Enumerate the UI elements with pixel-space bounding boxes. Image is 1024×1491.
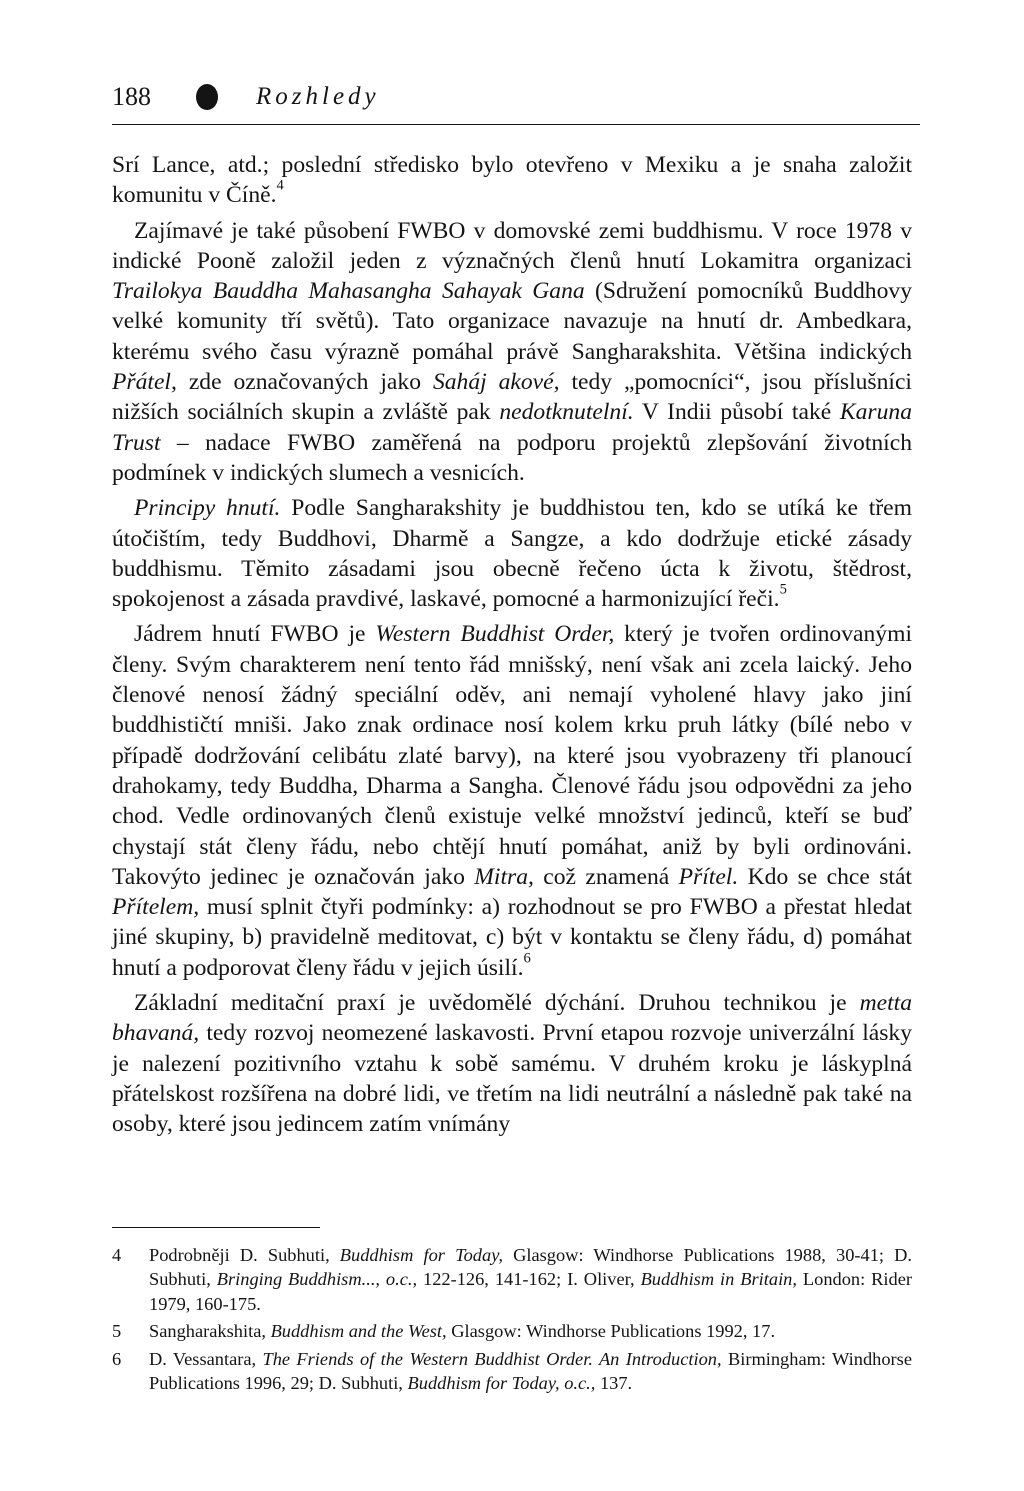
footnote — [112, 1347, 912, 1396]
text-run: (Sdružení pomocníků Buddhovy velké komunity tří světů). Tato organizace navazuje na hnutí dr. Ambedkara, kterému svého času výrazně pomáhal právě Sangharakshita. Většina indických — [112, 278, 912, 365]
italic-text: Mitra, — [474, 863, 534, 890]
italic-text: Přátel, — [112, 369, 177, 396]
italic-text: Western Buddhist Order, — [375, 621, 615, 648]
text-run: Kdo se chce stát — [738, 863, 912, 890]
footnote-text — [149, 1349, 912, 1393]
text-run: London: Rider 1979, 160-175. — [149, 1269, 912, 1314]
italic-text: metta bhavaná, — [112, 990, 912, 1047]
footnote-number: 6 — [112, 1348, 122, 1369]
footnote-ref: 6 — [523, 950, 531, 967]
italic-text: Přítel. — [678, 863, 739, 890]
header-rule — [112, 124, 920, 125]
text-run: Zajímavé je také působení FWBO v domovské zemi buddhismu. V roce 1978 v indické Pooně založil jeden z význačných členů hnutí Lokamitra organizaci — [112, 217, 912, 274]
text-run: Glasgow: Windhorse Publications 1988, 30-41; D. Subhuti, — [149, 1245, 913, 1290]
page-number: 188 — [112, 82, 151, 111]
italic-text: Buddhism for Today, o.c., — [407, 1373, 596, 1394]
body-text — [112, 150, 912, 1140]
text-run: – nadace FWBO zaměřená na podporu projektů zlepšování životních podmínek v indických slumech a vesnicích. — [112, 429, 912, 486]
text-run: Jádrem hnutí FWBO je — [134, 621, 376, 648]
text-run: Podle Sangharakshity je buddhistou ten, kdo se utíká ke třem útočištím, tedy Buddhovi, Dharmě a Sangze, a kdo dodržuje etické zásady buddhismu. Těmito zásadami jsou obecně řečeno úcta k životu, štědrost, spokojenost a zásada pravdivé, laskavé, pomocné a harmonizující řeči. — [112, 495, 912, 613]
italic-text: Karuna Trust — [112, 399, 912, 456]
italic-text: Bringing Buddhism..., o.c., — [216, 1269, 418, 1290]
italic-text: Buddhism in Britain, — [640, 1269, 797, 1290]
text-run: Birmingham: Windhorse Publications 1996, 29; D. Subhuti, — [149, 1348, 912, 1394]
text-run: Sangharakshita, — [149, 1321, 271, 1342]
text-run: tedy rozvoj neomezené laskavosti. První etapou rozvoje univerzální lásky je nalezení pozitivního vztahu k sobě samému. V druhém kroku je láskyplná přátelskost rozšířena na dobré lidi, ve třetím na lidi neutrální a následně pak také na osoby, které jsou jedincem zatím vnímány — [112, 1020, 912, 1138]
text-run: 122-126, 141-162; I. Oliver, — [417, 1269, 641, 1290]
text-run: D. Vessantara, — [149, 1348, 263, 1369]
paragraph — [112, 150, 912, 211]
footnote-rule — [112, 1227, 320, 1228]
italic-text: Buddhism for Today, — [339, 1245, 503, 1265]
text-run: Základní meditační praxí je uvědomělé dýchání. Druhou technikou je — [134, 990, 860, 1017]
footnote-text — [149, 1245, 912, 1314]
italic-text: Buddhism and the West, — [270, 1321, 447, 1342]
paragraph — [112, 988, 912, 1139]
footnote-number: 5 — [112, 1321, 122, 1342]
footnote — [112, 1243, 912, 1316]
text-run: což znamená — [533, 863, 679, 890]
footnote-text — [149, 1321, 775, 1341]
text-run: zde označovaných jako — [176, 369, 433, 396]
italic-text: The Friends of the Western Buddhist Order. An Introduction, — [262, 1348, 722, 1369]
italic-text: Principy hnutí. — [134, 495, 281, 522]
page-header — [112, 78, 920, 118]
text-run: 137. — [595, 1373, 633, 1394]
footnote-ref: 5 — [779, 581, 787, 598]
text-run: Glasgow: Windhorse Publications 1992, 17. — [446, 1321, 776, 1342]
italic-text: Přítelem, — [112, 894, 200, 921]
running-title: Rozhledy — [256, 83, 380, 110]
paragraph — [112, 619, 912, 983]
italic-text: Saháj akové, — [432, 369, 560, 396]
paragraph — [112, 493, 912, 614]
footnotes — [112, 1243, 912, 1395]
italic-text: nedotknutelní. — [499, 399, 634, 426]
footnote-ref: 4 — [276, 177, 284, 194]
text-run: musí splnit čtyři podmínky: a) rozhodnout se pro FWBO a přestat hledat jiné skupiny, b) pravidelně meditovat, c) být v kontaktu se členy řádu, d) pomáhat hnutí a podporovat členy řádu v jejich úsilí. — [112, 894, 912, 981]
italic-text: Trailokya Bauddha Mahasangha Sahayak Gana — [112, 278, 585, 305]
paragraph — [112, 216, 912, 489]
footnote — [112, 1319, 912, 1343]
bullet-icon — [196, 84, 218, 110]
text-run: tedy „pomocníci“, jsou příslušníci nižších sociálních skupin a zvláště pak — [112, 369, 912, 426]
footnote-number: 4 — [112, 1245, 122, 1265]
text-run: V Indii působí také — [633, 399, 840, 426]
text-run: který je tvořen ordinovanými členy. Svým charakterem není tento řád mnišský, není však ani zcela laický. Jeho členové nenosí žádný speciální oděv, ani nemají vyholené hlavy jako jiní buddhističtí mniši. Jako znak ordinace nosí kolem krku pruh látky (bílé nebo v případě dodržování celibátu zlaté barvy), na které jsou vyobrazeny tři planoucí drahokamy, tedy Buddha, Dharma a Sangha. Členové řádu jsou odpovědni za jeho chod. Vedle ordinovaných členů existuje velké množství jedinců, kteří se buď chystají stát členy řádu, nebo chtějí hnutí pomáhat, aniž by byli ordinováni. Takovýto jedinec je označován jako — [112, 621, 913, 890]
text-run: Srí Lance, atd.; poslední středisko bylo otevřeno v Mexiku a je snaha založit komunitu v Číně. — [112, 152, 912, 209]
text-run: Podrobněji D. Subhuti, — [149, 1245, 340, 1265]
